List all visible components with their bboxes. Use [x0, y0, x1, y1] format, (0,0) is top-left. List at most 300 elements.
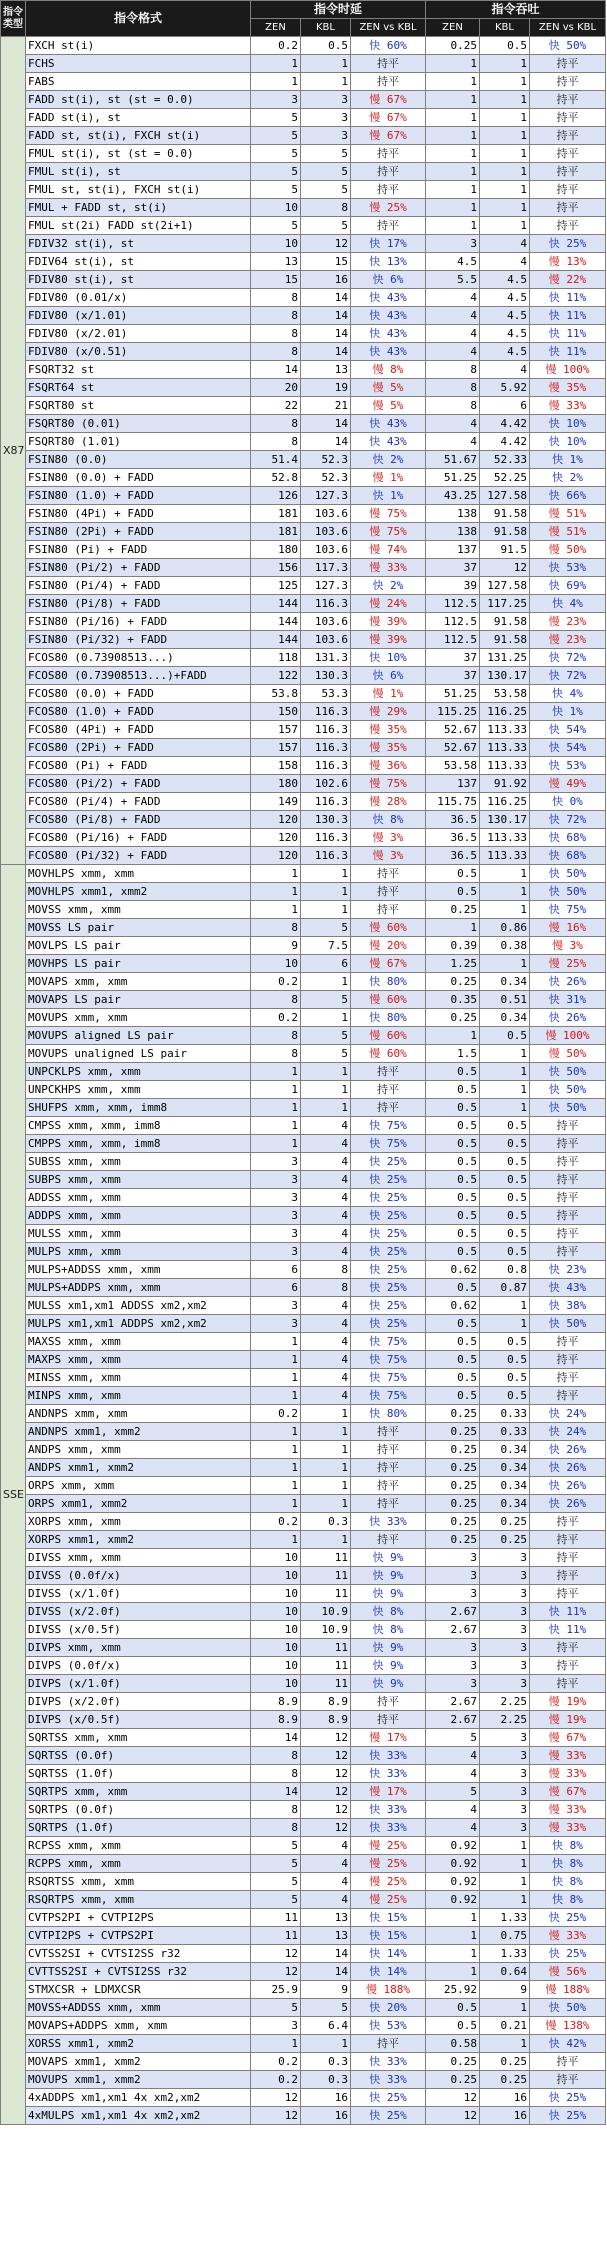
latency-kbl-cell: 4	[301, 1189, 351, 1207]
latency-vs-cell: 慢 1%	[351, 685, 426, 703]
latency-zen-cell: 120	[251, 847, 301, 865]
throughput-kbl-cell: 4	[480, 235, 530, 253]
table-row	[1, 1225, 606, 1243]
throughput-kbl-cell: 1	[480, 109, 530, 127]
latency-zen-cell: 10	[251, 1621, 301, 1639]
throughput-kbl-cell: 0.5	[480, 37, 530, 55]
table-row	[1, 1135, 606, 1153]
latency-vs-cell: 慢 24%	[351, 595, 426, 613]
instruction-cell: MAXPS xmm, xmm	[26, 1351, 251, 1369]
latency-vs-cell: 快 80%	[351, 973, 426, 991]
latency-kbl-cell: 116.3	[301, 703, 351, 721]
instruction-cell: SUBPS xmm, xmm	[26, 1171, 251, 1189]
throughput-zen-cell: 0.25	[426, 1513, 480, 1531]
throughput-vs-cell: 持平	[530, 1171, 606, 1189]
throughput-kbl-cell: 1	[480, 181, 530, 199]
throughput-kbl-cell: 16	[480, 2089, 530, 2107]
latency-zen-cell: 5	[251, 1855, 301, 1873]
throughput-zen-cell: 1.25	[426, 955, 480, 973]
throughput-kbl-cell: 0.5	[480, 1225, 530, 1243]
throughput-kbl-cell: 3	[480, 1675, 530, 1693]
instruction-cell: 4xMULPS xm1,xm1 4x xm2,xm2	[26, 2107, 251, 2125]
throughput-vs-cell: 持平	[530, 1135, 606, 1153]
throughput-zen-cell: 52.67	[426, 721, 480, 739]
latency-kbl-cell: 0.5	[301, 37, 351, 55]
latency-zen-cell: 1	[251, 883, 301, 901]
throughput-zen-cell: 0.5	[426, 1387, 480, 1405]
latency-kbl-cell: 13	[301, 1909, 351, 1927]
throughput-kbl-cell: 5.92	[480, 379, 530, 397]
throughput-kbl-cell: 52.33	[480, 451, 530, 469]
latency-zen-cell: 12	[251, 2089, 301, 2107]
throughput-zen-cell: 2.67	[426, 1603, 480, 1621]
latency-zen-cell: 25.9	[251, 1981, 301, 1999]
throughput-zen-cell: 51.67	[426, 451, 480, 469]
instruction-cell: DIVSS (x/1.0f)	[26, 1585, 251, 1603]
throughput-vs-cell: 持平	[530, 127, 606, 145]
latency-kbl-cell: 131.3	[301, 649, 351, 667]
instruction-cell: FCOS80 (Pi) + FADD	[26, 757, 251, 775]
throughput-vs-cell: 快 11%	[530, 343, 606, 361]
latency-zen-cell: 10	[251, 1549, 301, 1567]
latency-kbl-cell: 4	[301, 1171, 351, 1189]
latency-zen-cell: 12	[251, 2107, 301, 2125]
throughput-kbl-cell: 113.33	[480, 847, 530, 865]
latency-kbl-cell: 103.6	[301, 631, 351, 649]
latency-vs-cell: 快 17%	[351, 235, 426, 253]
instruction-cell: CMPSS xmm, xmm, imm8	[26, 1117, 251, 1135]
latency-vs-cell: 快 33%	[351, 2071, 426, 2089]
throughput-zen-cell: 4	[426, 1765, 480, 1783]
instruction-cell: ANDNPS xmm1, xmm2	[26, 1423, 251, 1441]
latency-kbl-cell: 116.3	[301, 757, 351, 775]
latency-vs-cell: 快 75%	[351, 1387, 426, 1405]
instruction-cell: MOVSS xmm, xmm	[26, 901, 251, 919]
latency-kbl-cell: 11	[301, 1549, 351, 1567]
throughput-vs-cell: 持平	[530, 199, 606, 217]
throughput-vs-cell: 快 31%	[530, 991, 606, 1009]
latency-kbl-cell: 1	[301, 2035, 351, 2053]
latency-zen-cell: 3	[251, 1207, 301, 1225]
latency-kbl-cell: 4	[301, 1153, 351, 1171]
instruction-cell: FADD st(i), st	[26, 109, 251, 127]
instruction-cell: FSQRT80 (1.01)	[26, 433, 251, 451]
instruction-cell: MOVUPS unaligned LS pair	[26, 1045, 251, 1063]
latency-vs-cell: 慢 67%	[351, 91, 426, 109]
throughput-vs-cell: 持平	[530, 1675, 606, 1693]
throughput-kbl-cell: 131.25	[480, 649, 530, 667]
latency-kbl-cell: 4	[301, 1315, 351, 1333]
latency-zen-cell: 144	[251, 631, 301, 649]
throughput-kbl-cell: 0.5	[480, 1369, 530, 1387]
latency-kbl-cell: 3	[301, 109, 351, 127]
throughput-vs-cell: 快 50%	[530, 1315, 606, 1333]
throughput-vs-cell: 持平	[530, 1567, 606, 1585]
throughput-zen-cell: 0.58	[426, 2035, 480, 2053]
table-row	[1, 541, 606, 559]
throughput-zen-cell: 115.75	[426, 793, 480, 811]
throughput-zen-cell: 36.5	[426, 829, 480, 847]
latency-zen-cell: 9	[251, 937, 301, 955]
instruction-cell: FDIV80 (x/1.01)	[26, 307, 251, 325]
latency-vs-cell: 快 15%	[351, 1909, 426, 1927]
latency-vs-cell: 慢 188%	[351, 1981, 426, 1999]
throughput-vs-cell: 快 25%	[530, 235, 606, 253]
throughput-zen-cell: 0.5	[426, 1153, 480, 1171]
latency-vs-cell: 慢 5%	[351, 379, 426, 397]
throughput-vs-cell: 慢 50%	[530, 1045, 606, 1063]
throughput-zen-cell: 0.25	[426, 901, 480, 919]
latency-kbl-cell: 1	[301, 1405, 351, 1423]
latency-zen-cell: 6	[251, 1279, 301, 1297]
latency-vs-cell: 持平	[351, 865, 426, 883]
latency-kbl-cell: 1	[301, 55, 351, 73]
throughput-kbl-cell: 4.5	[480, 271, 530, 289]
throughput-zen-cell: 0.25	[426, 1405, 480, 1423]
table-row	[1, 469, 606, 487]
instruction-cell: CMPPS xmm, xmm, imm8	[26, 1135, 251, 1153]
throughput-zen-cell: 0.92	[426, 1873, 480, 1891]
table-row	[1, 325, 606, 343]
throughput-kbl-cell: 1	[480, 901, 530, 919]
table-row	[1, 991, 606, 1009]
latency-kbl-cell: 8	[301, 199, 351, 217]
throughput-vs-cell: 持平	[530, 91, 606, 109]
latency-zen-cell: 180	[251, 775, 301, 793]
throughput-zen-cell: 1	[426, 73, 480, 91]
throughput-vs-cell: 慢 23%	[530, 631, 606, 649]
table-row	[1, 1459, 606, 1477]
throughput-kbl-cell: 1	[480, 1855, 530, 1873]
table-row	[1, 1891, 606, 1909]
throughput-kbl-cell: 1.33	[480, 1945, 530, 1963]
table-row	[1, 1279, 606, 1297]
throughput-vs-cell: 持平	[530, 217, 606, 235]
throughput-kbl-cell: 91.58	[480, 505, 530, 523]
throughput-kbl-cell: 4.5	[480, 289, 530, 307]
latency-kbl-cell: 3	[301, 127, 351, 145]
throughput-kbl-cell: 4.5	[480, 325, 530, 343]
throughput-kbl-cell: 3	[480, 1603, 530, 1621]
throughput-zen-cell: 43.25	[426, 487, 480, 505]
latency-zen-cell: 3	[251, 1171, 301, 1189]
throughput-zen-cell: 138	[426, 505, 480, 523]
instruction-cell: DIVSS xmm, xmm	[26, 1549, 251, 1567]
latency-kbl-cell: 1	[301, 1423, 351, 1441]
latency-kbl-cell: 4	[301, 1207, 351, 1225]
instruction-cell: ANDPS xmm1, xmm2	[26, 1459, 251, 1477]
table-row	[1, 1369, 606, 1387]
throughput-kbl-cell: 0.5	[480, 1243, 530, 1261]
instruction-cell: ANDPS xmm, xmm	[26, 1441, 251, 1459]
instruction-cell: FSQRT64 st	[26, 379, 251, 397]
latency-zen-cell: 1	[251, 1459, 301, 1477]
latency-zen-cell: 22	[251, 397, 301, 415]
latency-vs-cell: 快 75%	[351, 1117, 426, 1135]
table-row	[1, 559, 606, 577]
latency-vs-cell: 快 25%	[351, 1207, 426, 1225]
latency-kbl-cell: 12	[301, 1819, 351, 1837]
instruction-cell: RCPSS xmm, xmm	[26, 1837, 251, 1855]
latency-kbl-cell: 8	[301, 1261, 351, 1279]
throughput-kbl-cell: 0.51	[480, 991, 530, 1009]
latency-zen-cell: 1	[251, 1081, 301, 1099]
table-row	[1, 883, 606, 901]
latency-kbl-cell: 0.3	[301, 2071, 351, 2089]
throughput-zen-cell: 5	[426, 1729, 480, 1747]
throughput-kbl-cell: 0.8	[480, 1261, 530, 1279]
throughput-zen-cell: 4	[426, 1747, 480, 1765]
throughput-vs-cell: 慢 19%	[530, 1711, 606, 1729]
latency-zen-cell: 1	[251, 73, 301, 91]
throughput-kbl-cell: 0.21	[480, 2017, 530, 2035]
latency-kbl-cell: 8	[301, 1279, 351, 1297]
latency-kbl-cell: 116.3	[301, 829, 351, 847]
instruction-cell: SQRTSS (1.0f)	[26, 1765, 251, 1783]
throughput-kbl-cell: 0.75	[480, 1927, 530, 1945]
throughput-kbl-cell: 3	[480, 1765, 530, 1783]
throughput-kbl-cell: 4.42	[480, 415, 530, 433]
latency-zen-cell: 122	[251, 667, 301, 685]
latency-kbl-cell: 6.4	[301, 2017, 351, 2035]
latency-zen-cell: 1	[251, 1387, 301, 1405]
table-row	[1, 1063, 606, 1081]
latency-zen-cell: 1	[251, 1477, 301, 1495]
throughput-kbl-cell: 4.42	[480, 433, 530, 451]
latency-zen-cell: 118	[251, 649, 301, 667]
latency-kbl-cell: 14	[301, 1963, 351, 1981]
throughput-zen-cell: 52.67	[426, 739, 480, 757]
throughput-vs-cell: 慢 16%	[530, 919, 606, 937]
latency-vs-cell: 持平	[351, 1711, 426, 1729]
throughput-zen-cell: 1	[426, 1963, 480, 1981]
latency-kbl-cell: 1	[301, 73, 351, 91]
table-row	[1, 1801, 606, 1819]
latency-zen-cell: 11	[251, 1909, 301, 1927]
latency-kbl-cell: 13	[301, 1927, 351, 1945]
latency-kbl-cell: 130.3	[301, 811, 351, 829]
instruction-cell: FCOS80 (1.0) + FADD	[26, 703, 251, 721]
latency-kbl-cell: 0.3	[301, 1513, 351, 1531]
throughput-zen-cell: 37	[426, 559, 480, 577]
latency-vs-cell: 持平	[351, 1477, 426, 1495]
latency-vs-cell: 快 25%	[351, 1315, 426, 1333]
throughput-zen-cell: 0.5	[426, 1063, 480, 1081]
throughput-vs-cell: 持平	[530, 1243, 606, 1261]
throughput-kbl-cell: 0.25	[480, 1531, 530, 1549]
throughput-zen-cell: 36.5	[426, 811, 480, 829]
throughput-kbl-cell: 127.58	[480, 487, 530, 505]
throughput-kbl-cell: 3	[480, 1621, 530, 1639]
latency-vs-cell: 持平	[351, 163, 426, 181]
instruction-cell: MOVSS+ADDSS xmm, xmm	[26, 1999, 251, 2017]
throughput-kbl-cell: 3	[480, 1639, 530, 1657]
latency-vs-cell: 慢 20%	[351, 937, 426, 955]
instruction-cell: SQRTPS xmm, xmm	[26, 1783, 251, 1801]
throughput-zen-cell: 0.62	[426, 1297, 480, 1315]
instruction-cell: FCHS	[26, 55, 251, 73]
latency-kbl-cell: 1	[301, 883, 351, 901]
throughput-zen-cell: 0.39	[426, 937, 480, 955]
instruction-cell: SQRTPS (1.0f)	[26, 1819, 251, 1837]
throughput-zen-cell: 0.25	[426, 1495, 480, 1513]
table-row	[1, 433, 606, 451]
latency-kbl-cell: 10.9	[301, 1603, 351, 1621]
latency-vs-cell: 慢 35%	[351, 739, 426, 757]
throughput-kbl-cell: 0.86	[480, 919, 530, 937]
throughput-zen-cell: 4	[426, 325, 480, 343]
table-row	[1, 1819, 606, 1837]
latency-kbl-cell: 3	[301, 91, 351, 109]
throughput-zen-cell: 0.92	[426, 1837, 480, 1855]
latency-zen-cell: 1	[251, 1117, 301, 1135]
throughput-zen-cell: 1	[426, 217, 480, 235]
instruction-cell: MOVUPS xmm1, xmm2	[26, 2071, 251, 2089]
instruction-cell: XORPS xmm, xmm	[26, 1513, 251, 1531]
throughput-kbl-cell: 3	[480, 1549, 530, 1567]
throughput-zen-cell: 1	[426, 55, 480, 73]
latency-zen-cell: 120	[251, 829, 301, 847]
instruction-cell: MOVUPS xmm, xmm	[26, 1009, 251, 1027]
latency-kbl-cell: 16	[301, 271, 351, 289]
header-type: 指令类型	[1, 1, 26, 37]
throughput-zen-cell: 2.67	[426, 1693, 480, 1711]
table-row	[1, 1189, 606, 1207]
throughput-zen-cell: 4	[426, 1801, 480, 1819]
throughput-zen-cell: 112.5	[426, 595, 480, 613]
instruction-cell: FADD st, st(i), FXCH st(i)	[26, 127, 251, 145]
table-row	[1, 1711, 606, 1729]
latency-vs-cell: 快 33%	[351, 2053, 426, 2071]
throughput-vs-cell: 持平	[530, 109, 606, 127]
instruction-cell: CVTPI2PS + CVTPS2PI	[26, 1927, 251, 1945]
latency-zen-cell: 0.2	[251, 2053, 301, 2071]
latency-vs-cell: 持平	[351, 1099, 426, 1117]
throughput-kbl-cell: 1	[480, 2035, 530, 2053]
latency-vs-cell: 快 9%	[351, 1567, 426, 1585]
latency-kbl-cell: 4	[301, 1333, 351, 1351]
instruction-cell: FCOS80 (2Pi) + FADD	[26, 739, 251, 757]
throughput-zen-cell: 3	[426, 1567, 480, 1585]
latency-kbl-cell: 4	[301, 1387, 351, 1405]
throughput-vs-cell: 快 1%	[530, 703, 606, 721]
throughput-zen-cell: 137	[426, 541, 480, 559]
throughput-vs-cell: 慢 33%	[530, 397, 606, 415]
latency-zen-cell: 15	[251, 271, 301, 289]
latency-vs-cell: 快 25%	[351, 1153, 426, 1171]
latency-zen-cell: 53.8	[251, 685, 301, 703]
throughput-vs-cell: 持平	[530, 1207, 606, 1225]
instruction-cell: FADD st(i), st (st = 0.0)	[26, 91, 251, 109]
throughput-zen-cell: 37	[426, 667, 480, 685]
instruction-cell: FCOS80 (Pi/4) + FADD	[26, 793, 251, 811]
latency-vs-cell: 慢 3%	[351, 829, 426, 847]
instruction-cell: FDIV80 st(i), st	[26, 271, 251, 289]
table-row	[1, 379, 606, 397]
throughput-kbl-cell: 0.5	[480, 1135, 530, 1153]
latency-zen-cell: 8.9	[251, 1711, 301, 1729]
latency-vs-cell: 慢 75%	[351, 505, 426, 523]
table-row	[1, 1927, 606, 1945]
throughput-zen-cell: 1	[426, 919, 480, 937]
latency-zen-cell: 12	[251, 1945, 301, 1963]
latency-vs-cell: 快 75%	[351, 1333, 426, 1351]
latency-vs-cell: 持平	[351, 883, 426, 901]
latency-kbl-cell: 14	[301, 433, 351, 451]
throughput-vs-cell: 快 25%	[530, 2089, 606, 2107]
latency-kbl-cell: 16	[301, 2107, 351, 2125]
latency-vs-cell: 快 1%	[351, 487, 426, 505]
latency-kbl-cell: 5	[301, 991, 351, 1009]
throughput-kbl-cell: 1	[480, 1297, 530, 1315]
latency-vs-cell: 快 25%	[351, 2107, 426, 2125]
throughput-kbl-cell: 1	[480, 1999, 530, 2017]
latency-vs-cell: 快 2%	[351, 577, 426, 595]
throughput-zen-cell: 0.5	[426, 1279, 480, 1297]
latency-zen-cell: 1	[251, 1531, 301, 1549]
throughput-kbl-cell: 0.34	[480, 1441, 530, 1459]
latency-vs-cell: 快 8%	[351, 1603, 426, 1621]
table-row	[1, 217, 606, 235]
latency-kbl-cell: 4	[301, 1891, 351, 1909]
throughput-vs-cell: 慢 35%	[530, 379, 606, 397]
latency-zen-cell: 144	[251, 613, 301, 631]
latency-zen-cell: 3	[251, 2017, 301, 2035]
header-throughput-zen: ZEN	[426, 19, 480, 37]
instruction-cell: SUBSS xmm, xmm	[26, 1153, 251, 1171]
throughput-vs-cell: 慢 33%	[530, 1765, 606, 1783]
latency-zen-cell: 0.2	[251, 37, 301, 55]
instruction-cell: FSIN80 (0.0)	[26, 451, 251, 469]
throughput-kbl-cell: 3	[480, 1747, 530, 1765]
throughput-zen-cell: 0.5	[426, 1171, 480, 1189]
instruction-cell: MOVAPS+ADDPS xmm, xmm	[26, 2017, 251, 2035]
category-cell: X87	[1, 37, 26, 865]
throughput-zen-cell: 0.62	[426, 1261, 480, 1279]
throughput-kbl-cell: 1	[480, 1045, 530, 1063]
instruction-cell: XORPS xmm1, xmm2	[26, 1531, 251, 1549]
latency-vs-cell: 慢 60%	[351, 991, 426, 1009]
table-row	[1, 505, 606, 523]
throughput-zen-cell: 0.25	[426, 1423, 480, 1441]
throughput-vs-cell: 快 54%	[530, 739, 606, 757]
latency-zen-cell: 157	[251, 721, 301, 739]
instruction-cell: RSQRTPS xmm, xmm	[26, 1891, 251, 1909]
latency-zen-cell: 181	[251, 505, 301, 523]
table-row	[1, 271, 606, 289]
latency-zen-cell: 8	[251, 1747, 301, 1765]
latency-vs-cell: 慢 67%	[351, 955, 426, 973]
latency-kbl-cell: 5	[301, 181, 351, 199]
table-row	[1, 1045, 606, 1063]
table-row	[1, 2053, 606, 2071]
latency-zen-cell: 1	[251, 1441, 301, 1459]
throughput-zen-cell: 0.25	[426, 1531, 480, 1549]
latency-vs-cell: 慢 74%	[351, 541, 426, 559]
throughput-kbl-cell: 1	[480, 127, 530, 145]
latency-kbl-cell: 1	[301, 1459, 351, 1477]
throughput-kbl-cell: 0.34	[480, 1477, 530, 1495]
throughput-kbl-cell: 3	[480, 1783, 530, 1801]
table-body	[1, 37, 606, 2125]
throughput-kbl-cell: 0.5	[480, 1207, 530, 1225]
throughput-kbl-cell: 113.33	[480, 721, 530, 739]
table-row	[1, 199, 606, 217]
latency-zen-cell: 10	[251, 1603, 301, 1621]
table-row	[1, 91, 606, 109]
latency-kbl-cell: 4	[301, 1117, 351, 1135]
latency-vs-cell: 快 80%	[351, 1405, 426, 1423]
